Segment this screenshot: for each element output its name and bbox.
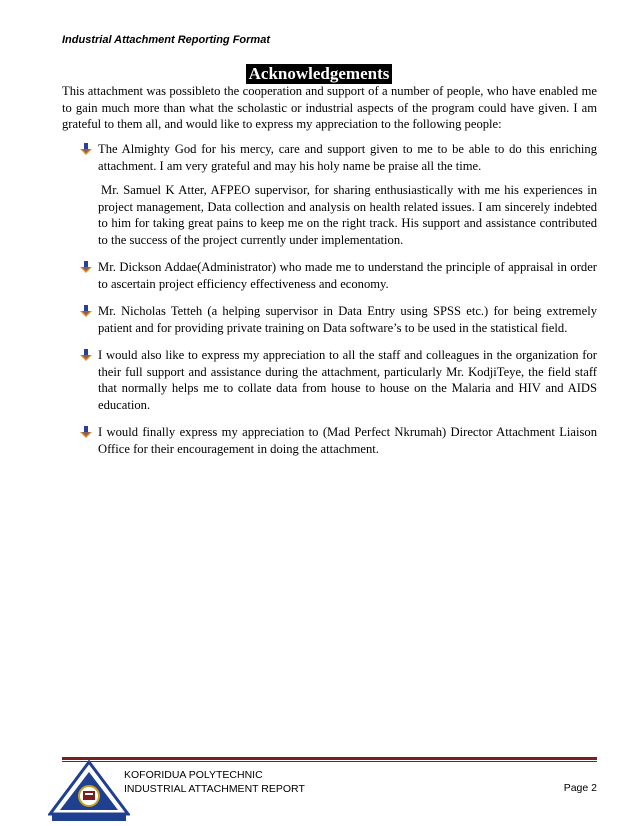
footer-text-block [124, 768, 305, 796]
list-item-text: Mr. Dickson Addae(Administrator) who made me to understand the principle of appraisal in order to ascertain project efficiency effectiveness and economy. [98, 260, 597, 291]
list-item-text: Mr. Nicholas Tetteh (a helping supervisor in Data Entry using SPSS etc.) for being extremely patient and for providing private training on Data software’s to be used in the statistical field. [98, 304, 597, 335]
list-item-text: I would also like to express my appreciation to all the staff and colleagues in the organization for their full support and assistance during the attachment, particularly Mr. KodjiTeye, the field staff that normally helps me to collate data from house to house on the Malaria and HIV and AIDS education. [98, 348, 597, 412]
list-item [78, 141, 597, 248]
list-item [78, 259, 597, 292]
down-arrow-bullet-icon [80, 143, 92, 156]
footer-institution: KOFORIDUA POLYTECHNIC [124, 769, 263, 781]
down-arrow-bullet-icon [80, 426, 92, 439]
footer-divider [62, 757, 597, 760]
running-header: Industrial Attachment Reporting Format [62, 34, 270, 46]
list-item-continuation: Mr. Samuel K Atter, AFPEO supervisor, for sharing enthusiastically with me his experiences in project management, Data collection and analysis on health related issues. I am sincerely indebted to him for taking great pains to keep me on the right track. His support and assistance contributed to the success of the project currently under implementation. [98, 183, 597, 247]
footer-divider-thin [62, 761, 597, 762]
list-item [78, 303, 597, 336]
polytechnic-logo [48, 760, 130, 822]
down-arrow-bullet-icon [80, 261, 92, 274]
title-wrapper [0, 64, 638, 84]
page-title: Acknowledgements [246, 64, 393, 84]
list-item [78, 424, 597, 457]
list-item-text: The Almighty God for his mercy, care and support given to me to be able to do this enriching attachment. I am very grateful and may his holy name be praise all the time. [98, 142, 597, 173]
page-number: Page 2 [563, 782, 597, 794]
list-item [78, 347, 597, 413]
footer-report-name: INDUSTRIAL ATTACHMENT REPORT [124, 783, 305, 795]
list-item-text: I would finally express my appreciation to (Mad Perfect Nkrumah) Director Attachment Liaison Office for their encouragement in doing the attachment. [98, 425, 597, 456]
down-arrow-bullet-icon [80, 305, 92, 318]
down-arrow-bullet-icon [80, 349, 92, 362]
acknowledgement-list [78, 141, 597, 468]
intro-paragraph: This attachment was possibleto the cooperation and support of a number of people, who have enabled me to gain much more than what the scholastic or industrial aspects of the program could have given. I am grateful to them all, and would like to express my appreciation to the following people: [62, 84, 597, 131]
